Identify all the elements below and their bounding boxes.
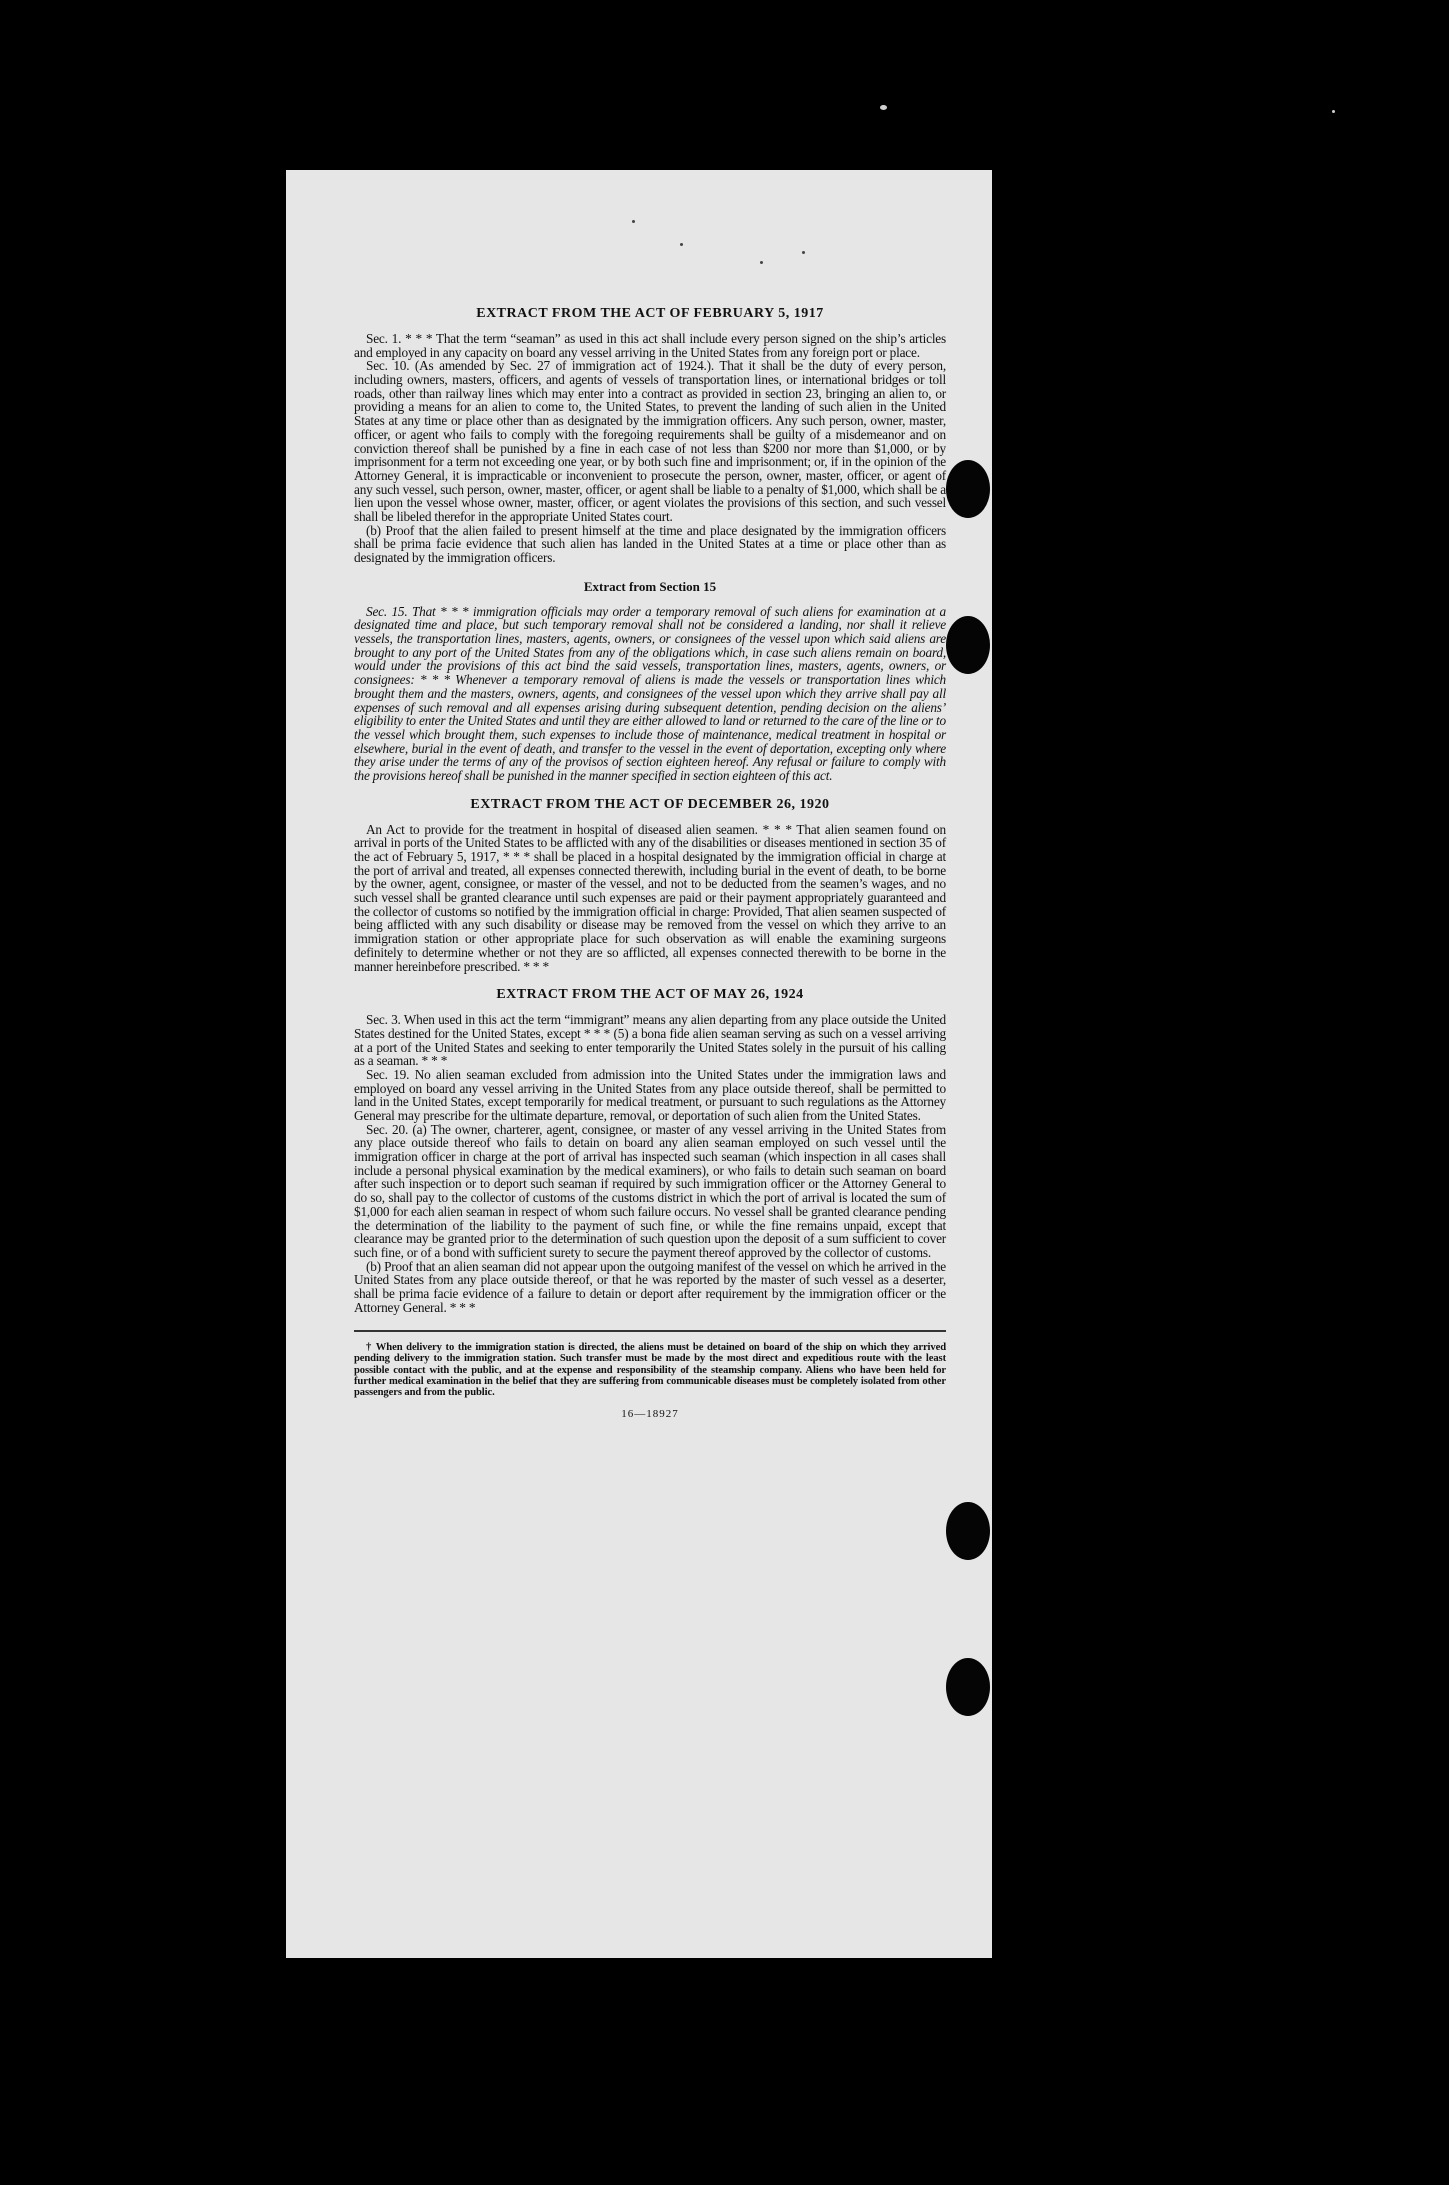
paragraph: Sec. 19. No alien seaman excluded from admission into the United States under the immigration laws and employed on board any vessel arriving in the United States from any place outside thereof, shall be permitted to land in the United States, except temporarily for medical treatment, or pursuant to such regulations as the Attorney General may prescribe for the ultimate departure, removal, or deportation of such alien from the United States. bbox=[354, 1066, 946, 1123]
paragraph: An Act to provide for the treatment in hospital of diseased alien seamen. * * * That alien seamen found on arrival in ports of the United States to be afflicted with any of the disabilities or diseases mentioned in section 35 of the act of February 5, 1917, * * * shall be placed in a hospital designated by the immigration official in charge at the port of arrival and treated, all expenses connected therewith, including burial in the event of death, to be borne by the owner, agent, consignee, or master of the vessel, and not to be deducted from the seamen’s wages, and no such vessel shall be granted clearance until such expenses are paid or their payment appropriately guaranteed and the collector of customs so notified by the immigration official in charge: Provided, That alien seamen suspected of being afflicted with any such disability or disease may be removed from the vessel on which they arrive to an immigration station or other appropriate place for such observation as will enable the examining surgeons definitely to determine whether or not they are so afflicted, all expenses connected therewith to be borne in the manner hereinbefore prescribed. * * * bbox=[354, 821, 946, 974]
punch-hole bbox=[946, 616, 990, 674]
scan-speck bbox=[1332, 110, 1335, 113]
document-page bbox=[286, 170, 992, 1958]
paragraph: Sec. 15. That * * * immigration officials may order a temporary removal of such aliens for examination at a designated time and place, but such temporary removal shall not be considered a landing, nor shall it relieve vessels, the transportation lines, masters, agents, owners, or consignees of the vessel upon which said aliens are brought to any port of the United States from any of the obligations which, in case such aliens remain on board, would under the provisions of this act bind the said vessels, transportation lines, masters, agents, owners, or consignees: * * * Whenever a temporary removal of aliens is made the vessels or transportation lines which brought them and the masters, owners, agents, and consignees of the vessel upon which they arrive shall pay all expenses of such removal and all expenses arising during subsequent detention, pending decision on the aliens’ eligibility to enter the United States and until they are either allowed to land or returned to the care of the line or to the vessel which brought them, such expenses to include those of maintenance, medical treatment in hospital or elsewhere, burial in the event of death, and transfer to the vessel in the event of deportation, excepting only where they arise under the terms of any of the provisos of section eighteen hereof. Any refusal or failure to comply with the provisions hereof shall be punished in the manner specified in section eighteen of this act. bbox=[354, 603, 946, 783]
section-heading: EXTRACT FROM THE ACT OF DECEMBER 26, 1920 bbox=[470, 796, 830, 812]
footnote-text: † When delivery to the immigration station is directed, the aliens must be detained on board of the ship on which they arrived pending delivery to the immigration station. Such transfer must be made by the most direct and expeditious route with the least possible contact with the public, and at the expense and responsibility of the steamship company. Aliens who have been held for further medical examination in the belief that they are suffering from communicable diseases must be completely isolated from other passengers and from the public. bbox=[354, 1342, 946, 1398]
paper-speck bbox=[802, 251, 805, 254]
paragraph: Sec. 10. (As amended by Sec. 27 of immigration act of 1924.). That it shall be the duty of every person, including owners, masters, officers, and agents of vessels of transportation lines, or international bridges or toll roads, other than railway lines which may enter into a contract as provided in section 23, bringing an alien to, or providing a means for an alien to come to, the United States, to prevent the landing of such alien in the United States at any time or place other than as designated by the immigration officers. Any such person, owner, master, officer, or agent who fails to comply with the foregoing requirements shall be guilty of a misdemeanor and on conviction thereof shall be punished by a fine in each case of not less than $200 nor more than $1,000, or by imprisonment for a term not exceeding one year, or by both such fine and imprisonment; or, if in the opinion of the Attorney General, it is impracticable or inconvenient to prosecute the person, owner, master, officer, or agent of any such vessel, such person, owner, master, officer, or agent shall be liable to a penalty of $1,000, which shall be a lien upon the vessel whose owner, master, officer, or agent violates the provisions of this section, and such vessel shall be libeled therefor in the appropriate United States court. bbox=[354, 358, 946, 524]
paragraph: Sec. 20. (a) The owner, charterer, agent, consignee, or master of any vessel arriving in the United States from any place outside thereof who fails to detain on board any alien seaman employed on such vessel until the immigration officer in charge at the port of arrival has inspected such seaman (which inspection in all cases shall include a personal physical examination by the medical examiners), or who fails to detain such seaman on board after such inspection or to deport such seaman if required by such immigration officer or the Attorney General to do so, shall pay to the collector of customs of the customs district in which the port of arrival is located the sum of $1,000 for each alien seaman in respect of whom such failure occurs. No vessel shall be granted clearance pending the determination of the liability to the payment of such fine, or while the fine remains unpaid, except that clearance may be granted prior to the determination of such question upon the deposit of a sum sufficient to cover such fine, or of a bond with sufficient surety to secure the payment thereof approved by the collector of customs. bbox=[354, 1121, 946, 1260]
section-act-dec-1920 bbox=[354, 797, 946, 974]
paper-speck bbox=[760, 261, 763, 264]
punch-hole bbox=[946, 460, 990, 518]
footnote bbox=[354, 1342, 946, 1398]
section-heading: Extract from Section 15 bbox=[583, 578, 717, 594]
section-act-may-1924 bbox=[354, 987, 946, 1314]
form-number: 16—18927 bbox=[621, 1407, 679, 1420]
scan-speck bbox=[880, 105, 887, 110]
paragraph: (b) Proof that the alien failed to present himself at the time and place designated by the immigration officers shall be prima facie evidence that such alien has landed in the United States at a time or place other than as designated by the immigration officers. bbox=[354, 522, 946, 565]
section-act-feb-1917 bbox=[354, 306, 946, 565]
punch-hole bbox=[946, 1658, 990, 1716]
paper-speck bbox=[632, 220, 635, 223]
paragraph: Sec. 3. When used in this act the term “immigrant” means any alien departing from any place outside the United States destined for the United States, except * * * (5) a bona fide alien seaman serving as such on a vessel arriving at a port of the United States and seeking to enter temporarily the United States solely in the pursuit of his calling as a seaman. * * * bbox=[354, 1012, 946, 1069]
paragraph: Sec. 1. * * * That the term “seaman” as used in this act shall include every person signed on the ship’s articles and employed in any capacity on board any vessel arriving in the United States from any foreign port or place. bbox=[354, 331, 946, 360]
punch-hole bbox=[946, 1502, 990, 1560]
section-extract-section-15 bbox=[354, 579, 946, 783]
paper-speck bbox=[680, 243, 683, 246]
paragraph: (b) Proof that an alien seaman did not appear upon the outgoing manifest of the vessel on which he arrived in the United States from any place outside thereof, or that he was reported by the master of such vessel as a deserter, shall be prima facie evidence of a failure to detain or deport after requirement by the immigration officer or the Attorney General. * * * bbox=[354, 1258, 946, 1315]
document-text bbox=[354, 306, 946, 1420]
section-heading: EXTRACT FROM THE ACT OF FEBRUARY 5, 1917 bbox=[476, 306, 824, 321]
section-heading: EXTRACT FROM THE ACT OF MAY 26, 1924 bbox=[496, 987, 804, 1003]
footnote-divider bbox=[354, 1330, 946, 1332]
